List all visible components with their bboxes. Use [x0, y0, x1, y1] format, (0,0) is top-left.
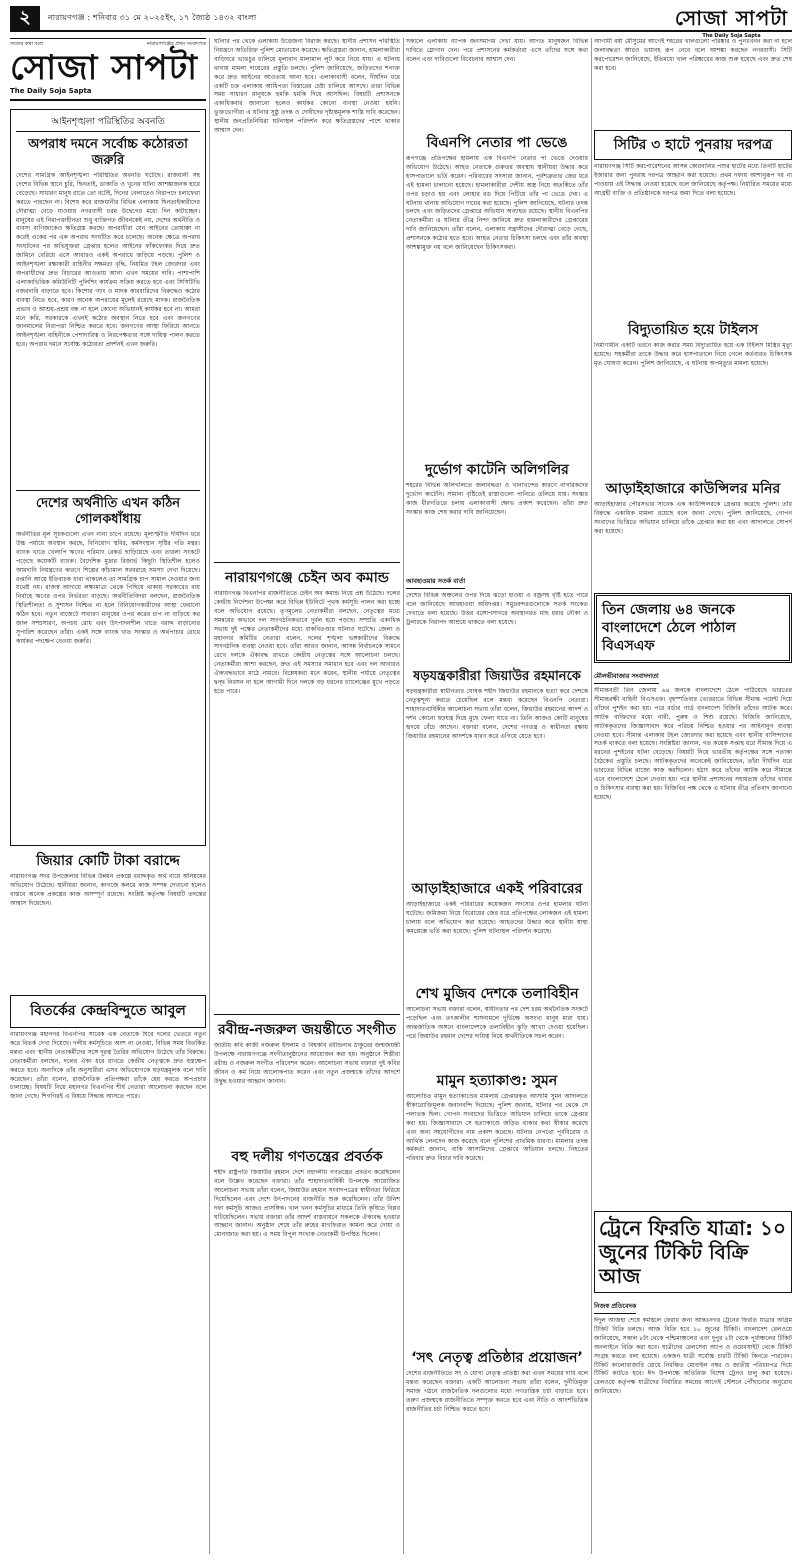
bsf-body-wrap [594, 687, 792, 1207]
city-body-wrap [594, 163, 792, 315]
header-logo-sub: The Daily Soja Sapta [702, 33, 761, 39]
bnp-body: রূপগঞ্জে প্রতিপক্ষের হামলায় এক বিএনপি নেতার পা ভেঙে দেওয়ার অভিযোগ উঠেছে। আহত নেতাকে গুরুতর অবস্থায় স্থানীয়রা উদ্ধার করে হাসপাতালে ভর্তি করেন। পরিবারের সদস্যরা জানান, পূর্বশত্রুতার জের ধরে এই হামলা চালানো হয়েছে। হামলাকারীরা দেশীয় অস্ত্র নিয়ে অতর্কিতে তাঁর ওপর চড়াও হয় এবং লোহার রড দিয়ে পিটিয়ে তাঁর পা ভেঙে দেয়। এ ঘটনায় থানায় অভিযোগ দায়ের করা হয়েছে। পুলিশ জানিয়েছে, ঘটনার তদন্ত চলছে এবং জড়িতদের গ্রেপ্তারে অভিযান অব্যাহত রয়েছে। স্থানীয় বিএনপির নেতাকর্মীরা এ ঘটনার তীব্র নিন্দা জানিয়ে দ্রুত হামলাকারীদের গ্রেপ্তারের দাবি জানিয়েছেন। তাঁরা বলেন, এলাকায় সন্ত্রাসীদের দৌরাত্ম্য বেড়ে গেছে, প্রশাসনকে কঠোর হতে হবে। আহত নেতার চিকিৎসা চলছে এবং তাঁর অবস্থা আশঙ্কামুক্ত নয় বলে জানিয়েছেন চিকিৎসকরা। [406, 155, 588, 252]
masthead-english: The Daily Soja Sapta [10, 87, 92, 95]
mujib-body-wrap [406, 1006, 588, 1066]
column-divider [209, 38, 210, 1554]
weather-kicker: আবহাওয়ার সতর্ক বার্তা [406, 576, 465, 589]
column-3 [406, 38, 588, 1554]
col4-top-body-wrap [594, 38, 792, 130]
editorial-body-wrap [16, 172, 200, 486]
train-body-wrap [594, 1317, 792, 1554]
col4-top-body: আগামী বর্ষা মৌসুমের আগেই শহরের খালগুলো পরিষ্কার ও পুনঃখনন করা না হলে জলাবদ্ধতা আরও ভয়াবহ রূপ নেবে বলে আশঙ্কা করছেন নগরবাসী। সিটি করপোরেশন জানিয়েছে, ইতিমধ্যে খাল পরিষ্কারের কাজ শুরু হয়েছে এবং দ্রুত শেষ করা হবে। [594, 38, 792, 72]
divider [214, 1014, 400, 1015]
train-body: ঈদুল আজহা শেষে কর্মস্থলে ফেরার জন্য আন্তঃনগর ট্রেনের ফিরতি যাত্রার অগ্রিম টিকিট বিক্রি চলছে। আজ বিক্রি হবে ১০ জুনের টিকিট। বাংলাদেশ রেলওয়ে জানিয়েছে, সকাল ৮টা থেকে পশ্চিমাঞ্চলের এবং দুপুর ২টা থেকে পূর্বাঞ্চলের টিকিট অনলাইনে বিক্রি করা হবে। যাত্রীদের রেলসেবা অ্যাপ ও ওয়েবসাইট থেকে টিকিট সংগ্রহ করতে বলা হয়েছে। একজন যাত্রী সর্বোচ্চ চারটি টিকিট কিনতে পারবেন। টিকিট কালোবাজারি রোধে নিবন্ধিত মোবাইল নম্বর ও জাতীয় পরিচয়পত্র দিয়ে টিকিট কাটতে হবে। ঈদ উপলক্ষে অতিরিক্ত বিশেষ ট্রেনও চালু করা হয়েছে। রেলওয়ে কর্তৃপক্ষ যাত্রীদের নির্ধারিত সময়ের আগেই স্টেশনে পৌঁছানোর অনুরোধ জানিয়েছে। [594, 1317, 792, 1396]
col3-top-body: সকালে এলাকায় ব্যাপক জনসমাগম দেখা যায়। আগত মানুষজন বিভিন্ন দাবিতে স্লোগান দেন। পরে প্রশাসনের কর্মকর্তারা এসে তাঁদের সঙ্গে কথা বলেন এবং দাবিগুলো বিবেচনার আশ্বাস দেন। [406, 38, 588, 63]
economy-body-wrap [16, 531, 200, 841]
bsf-headline-box [594, 593, 792, 663]
lanes-body-wrap [406, 482, 588, 568]
masthead-tag-left: সত্যের কথা বলে [10, 41, 44, 47]
zia-fund-body: নারায়ণগঞ্জ সদর উপজেলার বিভিন্ন উন্নয়ন প্রকল্পে বরাদ্দকৃত অর্থ ব্যয়ে অনিয়মের অভিযোগ উঠেছে। স্থানীয়রা জানান, কাগজে কলমে কাজ সম্পন্ন দেখানো হলেও বাস্তবে অনেক প্রকল্পের কাজ অসম্পূর্ণ রয়েছে। সংশ্লিষ্ট কর্তৃপক্ষ বিষয়টি তদন্তের আশ্বাস দিয়েছেন। [10, 873, 206, 907]
chain-body: নারায়ণগঞ্জ বিএনপির রাজনীতিতে চেইন অব কমান্ড নিয়ে প্রশ্ন উঠেছে। দলের কেন্দ্রীয় নির্দেশনা উপেক্ষা করে বিভিন্ন ইউনিটে পৃথক কর্মসূচি পালন করা হচ্ছে বলে অভিযোগ রয়েছে। তৃণমূলের নেতাকর্মীরা বলছেন, নেতৃত্বের মধ্যে সমন্বয়ের অভাবে দল সাংগঠনিকভাবে দুর্বল হয়ে পড়ছে। সম্প্রতি একাধিক সভায় দুই পক্ষের নেতাকর্মীদের মধ্যে বাকবিতণ্ডার ঘটনাও ঘটেছে। জেলা ও মহানগর কমিটির নেতারা বলেন, দলের শৃঙ্খলা ভঙ্গকারীদের বিরুদ্ধে সাংগঠনিক ব্যবস্থা নেওয়া হবে। তাঁরা আরও জানান, আসন্ন নির্বাচনকে সামনে রেখে দলকে ঐক্যবদ্ধ রাখতে কেন্দ্রীয় নেতৃত্বের সঙ্গে আলোচনা চলছে। নেতাকর্মীরা আশা করছেন, দ্রুত এই সমস্যার সমাধান হবে এবং দল আবারও ঐক্যবদ্ধভাবে মাঠে নামবে। বিশ্লেষকরা মনে করেন, স্থানীয় পর্যায়ে নেতৃত্বের দ্বন্দ্ব নিরসন না হলে আগামী দিনে দলকে বড় ধরনের চ্যালেঞ্জের মুখে পড়তে হতে পারে। [214, 590, 400, 695]
electrocution-headline[interactable]: বিদ্যুতায়িত হয়ে টাইলস [627, 322, 759, 338]
bsf-body: সীমান্তবর্তী তিন জেলায় ৬৪ জনকে বাংলাদেশে ঠেলে পাঠিয়েছে ভারতের সীমান্তরক্ষী বাহিনী বিএসএফ। বৃহস্পতিবার ভোররাতে বিভিন্ন সীমান্ত পয়েন্ট দিয়ে তাঁদের পুশইন করা হয়। পরে বর্ডার গার্ড বাংলাদেশ বিজিবি তাঁদের আটক করে। আটক ব্যক্তিদের মধ্যে নারী, পুরুষ ও শিশু রয়েছে। বিজিবি জানিয়েছে, আটককৃতদের জিজ্ঞাসাবাদ করে পরিচয় নিশ্চিত হওয়ার পর আইনানুগ ব্যবস্থা নেওয়া হবে। সীমান্ত এলাকায় টহল জোরদার করা হয়েছে এবং স্থানীয় বাসিন্দাদের সতর্ক থাকতে বলা হয়েছে। সংশ্লিষ্টরা জানান, গত কয়েক সপ্তাহ ধরে সীমান্ত দিয়ে এ ধরনের পুশইনের ঘটনা বেড়েছে। বিষয়টি নিয়ে ভারতীয় কর্তৃপক্ষের সঙ্গে পতাকা বৈঠকের প্রস্তুতি চলছে। আটককৃতদের অনেকেই জানিয়েছেন, তাঁরা দীর্ঘদিন ধরে ভারতের বিভিন্ন রাজ্যে কাজ করছিলেন। হঠাৎ করে তাঁদের আটক করে সীমান্তে এনে বাংলাদেশে ঠেলে দেওয়া হয়। পরে স্থানীয় প্রশাসনের সহায়তায় তাঁদের খাবার ও চিকিৎসার ব্যবস্থা করা হয়। বিজিবির পক্ষ থেকে এ ঘটনার তীব্র প্রতিবাদ জানানো হয়েছে। [594, 687, 792, 801]
councillor-body: আড়াইহাজার পৌরসভার সাবেক এক কাউন্সিলরকে গ্রেপ্তার করেছে পুলিশ। তাঁর বিরুদ্ধে একাধিক মামলা রয়েছে বলে জানা গেছে। পুলিশ জানিয়েছে, গোপন সংবাদের ভিত্তিতে অভিযান চালিয়ে তাঁকে গ্রেপ্তার করা হয় এবং আদালতে সোপর্দ করা হয়েছে। [594, 501, 792, 535]
city-tender-headline[interactable]: সিটির ৩ হাটে পুনরায় দরপত্র [613, 137, 773, 153]
honest-leadership-headline[interactable]: ‘সৎ নেতৃত্ব প্রতিষ্ঠার প্রয়োজন’ [411, 1350, 583, 1366]
masthead-name: সোজা সাপটা [10, 48, 199, 88]
col3-top-body-wrap [406, 38, 588, 128]
editorial-body: দেশের সামগ্রিক আইনশৃঙ্খলা পরিস্থিতির অবনতি ঘটেছে। রাজধানী সহ দেশের বিভিন্ন স্থানে চুরি, ছিনতাই, ডাকাতি ও খুনের ঘটনা আশঙ্কাজনক হারে বেড়েছে। সাধারণ মানুষ রাতে তো বটেই, দিনের বেলাতেও নিরাপদে চলাফেরা করতে পারছেন না। বিশেষ করে রাজধানীর বিভিন্ন এলাকায় ছিনতাইকারীদের দৌরাত্ম্য বেড়ে যাওয়ায় নগরবাসী চরম উদ্বেগের মধ্যে দিন কাটাচ্ছেন। মানুষের এই নিরাপত্তাহীনতা শুধু ব্যক্তিগত জীবনকেই নয়, দেশের অর্থনীতি ও ব্যবসা বাণিজ্যকেও ক্ষতিগ্রস্ত করছে। অপরাধীরা যেন আইনের তোয়াক্কা না করেই একের পর এক অপরাধ সংঘটিত করে চলেছে। অনেক ক্ষেত্রে অপরাধ সংঘটনের পর অভিযুক্তরা গ্রেপ্তার হলেও আইনের ফাঁকফোকর দিয়ে দ্রুত জামিনে বেরিয়ে এসে আবারও একই অপরাধে জড়িয়ে পড়ছে। পুলিশ ও আইনশৃঙ্খলা রক্ষাকারী বাহিনীর সক্ষমতা বৃদ্ধি, নিয়মিত টহল জোরদার এবং অপরাধীদের দ্রুত বিচারের আওতায় আনা এখন সময়ের দাবি। পাশাপাশি এলাকাভিত্তিক কমিউনিটি পুলিশিং কার্যক্রম সক্রিয় করতে হবে এবং সিসিটিভি নজরদারি বাড়াতে হবে। কিশোর গ্যাং ও মাদক কারবারিদের বিরুদ্ধেও কঠোর ব্যবস্থা নিতে হবে, কারণ অনেক অপরাধের মূলেই রয়েছে মাদক। রাজনৈতিক প্রভাব ও আশ্রয়-প্রশ্রয় বন্ধ না হলে কোনো অভিযানই কার্যকর হবে না। আমরা মনে করি, সরকারকে এখনই কঠোর অবস্থান নিতে হবে এবং জনগণের জানমালের নিরাপত্তা নিশ্চিত করতে হবে। জনগণের আস্থা ফিরিয়ে আনতে আইনশৃঙ্খলা বাহিনীকে পেশাদারিত্ব ও নিরপেক্ষতার সঙ্গে দায়িত্ব পালন করতে হবে। অপরাধ দমনে সর্বোচ্চ কঠোরতা প্রদর্শনই এখন জরুরি। [16, 172, 200, 349]
honest-leadership-body: দেশের রাজনীতিতে সৎ ও যোগ্য নেতৃত্ব প্রতিষ্ঠা করা এখন সময়ের দাবি বলে মন্তব্য করেছেন বক্তারা। একটি আলোচনা সভায় তাঁরা বলেন, দুর্নীতিমুক্ত সমাজ গঠনে রাজনৈতিক দলগুলোর মধ্যে গণতান্ত্রিক চর্চা বাড়াতে হবে। তরুণ প্রজন্মকে রাজনীতিতে সম্পৃক্ত করতে হবে এবং নীতি ও আদর্শভিত্তিক রাজনীতির চর্চা নিশ্চিত করতে হবে। [406, 1370, 588, 1413]
rabindra-nazrul-headline[interactable]: রবীন্দ্র-নজরুল জয়ন্তীতে সংগীত [218, 1022, 396, 1038]
bsf-headline[interactable]: তিন জেলায় ৬৪ জনকে বাংলাদেশে ঠেলে পাঠাল বিএসএফ [602, 602, 736, 654]
bnp-leader-headline[interactable]: বিএনপি নেতার পা ভেঙে [426, 135, 568, 151]
mamun-murder-headline[interactable]: মামুন হত্যাকাণ্ড: সুমন [436, 1073, 558, 1089]
train-byline: নিজস্ব প্রতিবেদক [594, 1301, 636, 1314]
column-4 [594, 38, 792, 1554]
conspirators-body: ষড়যন্ত্রকারীরা স্বাধীনতার ঘোষক শহীদ জিয়াউর রহমানকে হত্যা করে দেশকে নেতৃত্বশূন্য করতে চেয়েছিল বলে মন্তব্য করেছেন বিএনপি নেতারা। শাহাদাতবার্ষিকীর আলোচনা সভায় তাঁরা বলেন, জিয়াউর রহমানের আদর্শ ও দর্শন কোনো ষড়যন্ত্র দিয়ে মুছে ফেলা যাবে না। তিনি আজও কোটি মানুষের হৃদয়ে বেঁচে আছেন। বক্তারা বলেন, দেশের গণতন্ত্র ও স্বাধীনতা রক্ষায় জিয়াউর রহমানের আদর্শকে ধারণ করে এগিয়ে যেতে হবে। [406, 688, 588, 740]
chain-of-command-headline[interactable]: নারায়ণগঞ্জে চেইন অব কমান্ড [225, 570, 389, 586]
electrocution-body: নির্মাণাধীন একটি ভবনে কাজ করার সময় বিদ্যুতায়িত হয়ে এক টাইলস মিস্ত্রির মৃত্যু হয়েছে। সহকর্মীরা তাকে উদ্ধার করে হাসপাতালে নিয়ে গেলে কর্তব্যরত চিকিৎসক মৃত ঘোষণা করেন। পুলিশ জানিয়েছে, এ ঘটনায় অপমৃত্যুর মামলা হয়েছে। [594, 342, 792, 367]
abul-body-wrap [10, 1031, 206, 1461]
header-logo[interactable] [675, 4, 788, 39]
conspirators-headline[interactable]: ষড়যন্ত্রকারীরা জিয়াউর রহমানকে [413, 669, 581, 684]
city-box [594, 130, 792, 160]
page-header [10, 6, 792, 39]
dateline: নারায়ণগঞ্জ : শনিবার ৩১ মে ২০২৫ইং, ১৭ জ্যৈষ্ঠ ১৪৩২ বাংলা [48, 13, 257, 22]
electrocution-body-wrap [594, 342, 792, 474]
honest-leadership-body-wrap [406, 1370, 588, 1480]
araihazar-body: আড়াইহাজারে একই পরিবারের কয়েকজন সদস্যের ওপর হামলার ঘটনা ঘটেছে। জমিজমা নিয়ে বিরোধের জের ধরে প্রতিপক্ষের লোকজন এই হামলা চালায় বলে অভিযোগ করা হয়েছে। আহতদের উদ্ধার করে স্থানীয় স্বাস্থ্য কমপ্লেক্সে ভর্তি করা হয়েছে। পুলিশ ঘটনাস্থল পরিদর্শন করেছে। [406, 901, 588, 935]
column-divider [591, 38, 592, 1554]
col2-top-body: ঘটনার পর থেকে এলাকায় উত্তেজনা বিরাজ করছে। স্থানীয় প্রশাসন পরিস্থিতি নিয়ন্ত্রণে অতিরিক্ত পুলিশ মোতায়েন করেছে। ক্ষতিগ্রস্তরা জানান, হামলাকারীরা বাড়িঘরে ভাঙচুর চালিয়ে মূল্যবান মালামাল লুট করে নিয়ে যায়। এ ঘটনায় থানায় মামলা দায়েরের প্রস্তুতি চলছে। পুলিশ জানিয়েছে, জড়িতদের শনাক্ত করে দ্রুত আইনের আওতায় আনা হবে। এলাকাবাসী বলেন, দীর্ঘদিন ধরে একটি চক্র এলাকায় আধিপত্য বিস্তারের চেষ্টা চালিয়ে আসছে। তারা বিভিন্ন সময় সাধারণ মানুষকে হুমকি ধমকি দিয়ে আসছিল। বিষয়টি প্রশাসনকে একাধিকবার জানানো হলেও কার্যকর কোনো ব্যবস্থা নেওয়া হয়নি। ভুক্তভোগীরা এ ঘটনার সুষ্ঠু তদন্ত ও দোষীদের দৃষ্টান্তমূলক শাস্তি দাবি করেছেন। স্থানীয় জনপ্রতিনিধিরা ঘটনাস্থল পরিদর্শন করে ক্ষতিগ্রস্তদের পাশে থাকার আশ্বাস দেন। [214, 38, 400, 135]
divider [16, 490, 200, 491]
bnp-body-wrap [406, 155, 588, 455]
conspirators-body-wrap [406, 688, 588, 874]
abul-box [10, 995, 206, 1028]
column-divider [403, 38, 404, 1554]
mujib-body: আলোচনা সভায় বক্তারা বলেন, স্বাধীনতার পর দেশ চরম অর্থনৈতিক সংকটে পড়েছিল এবং তৎকালীন শাসনামলে দুর্ভিক্ষে অসংখ্য মানুষ মারা যায়। আন্তর্জাতিক অঙ্গনে বাংলাদেশকে তলাবিহীন ঝুড়ি আখ্যা দেওয়া হয়েছিল। পরে জিয়াউর রহমান দেশের দায়িত্ব নিয়ে অর্থনীতিকে সচল করেন। [406, 1006, 588, 1040]
zia-fund-body-wrap [10, 873, 206, 991]
councillor-headline[interactable]: আড়াইহাজারে কাউন্সিলর মনির [605, 481, 781, 497]
weather-body-wrap [406, 592, 588, 664]
column-2 [214, 38, 400, 1554]
multiparty-body: শহীদ রাষ্ট্রপতি জিয়াউর রহমান দেশে বহুদলীয় গণতন্ত্রের প্রবর্তন করেছিলেন বলে উল্লেখ করেছেন বক্তারা। তাঁর শাহাদাতবার্ষিকী উপলক্ষে আয়োজিত আলোচনা সভায় তাঁরা বলেন, জিয়াউর রহমান সংবাদপত্রের স্বাধীনতা ফিরিয়ে দিয়েছিলেন এবং দেশে উৎপাদনের রাজনীতি শুরু করেছিলেন। তাঁর উনিশ দফা কর্মসূচি আজও প্রাসঙ্গিক। খাল খনন কর্মসূচির মাধ্যমে তিনি কৃষিতে বিপ্লব ঘটিয়েছিলেন। সভায় বক্তারা তাঁর আদর্শ বাস্তবায়নে সকলকে ঐক্যবদ্ধ হওয়ার আহ্বান জানান। অনুষ্ঠান শেষে তাঁর রুহের মাগফিরাত কামনা করে দোয়া ও মোনাজাত করা হয়। এ সময় বিপুল সংখ্যক নেতাকর্মী উপস্থিত ছিলেন। [214, 1169, 400, 1239]
chain-body-wrap [214, 590, 400, 1010]
multiparty-body-wrap [214, 1169, 400, 1554]
rabindra-body: জাতীয় কবি কাজী নজরুল ইসলাম ও বিশ্বকবি রবীন্দ্রনাথ ঠাকুরের জন্মজয়ন্তী উপলক্ষে নারায়ণগঞ্জে সংগীতানুষ্ঠানের আয়োজন করা হয়। অনুষ্ঠানে শিল্পীরা রবীন্দ্র ও নজরুল সংগীত পরিবেশন করেন। আলোচনা সভায় বক্তারা দুই কবির জীবন ও কর্ম নিয়ে আলোকপাত করেন এবং নতুন প্রজন্মকে তাঁদের আদর্শে উদ্বুদ্ধ হওয়ার আহ্বান জানান। [214, 1042, 400, 1085]
mamun-body: আলোচিত মামুন হত্যাকাণ্ডের মামলায় গ্রেপ্তারকৃত আসামি সুমন আদালতে স্বীকারোক্তিমূলক জবানবন্দি দিয়েছে। পুলিশ জানায়, ঘটনার পর থেকে সে পলাতক ছিল। গোপন সংবাদের ভিত্তিতে অভিযান চালিয়ে তাকে গ্রেপ্তার করা হয়। জিজ্ঞাসাবাদে সে হত্যাকাণ্ডে জড়িত থাকার কথা স্বীকার করেছে এবং অন্য সহযোগীদের নাম প্রকাশ করেছে। ঘটনার নেপথ্যে পূর্ববিরোধ ও আর্থিক লেনদেন কাজ করেছে বলে পুলিশের প্রাথমিক ধারণা। মামলার তদন্ত কর্মকর্তা জানান, বাকি আসামিদের গ্রেপ্তারে অভিযান চলছে। নিহতের পরিবার দ্রুত বিচার দাবি করেছে। [406, 1093, 588, 1163]
bsf-byline: মৌলভীবাজার সংবাদদাতা [594, 671, 659, 684]
mujib-headline[interactable]: শেখ মুজিব দেশকে তলাবিহীন [415, 986, 579, 1002]
city-body: নারায়ণগঞ্জ সিটি করপোরেশনের আসন্ন কোরবানির পশুর হাটের মধ্যে তিনটি হাটের ইজারার জন্য পুনরায় দরপত্র আহ্বান করা হয়েছে। প্রথম দফায় আশানুরূপ দর না পাওয়ায় এই সিদ্ধান্ত নেওয়া হয়েছে বলে জানিয়েছে কর্তৃপক্ষ। নির্ধারিত সময়ের মধ্যে আগ্রহী ব্যক্তি ও প্রতিষ্ঠানকে দরপত্র জমা দিতে বলা হয়েছে। [594, 163, 792, 197]
editorial-kicker: আইনশৃঙ্খলা পরিস্থিতির অবনতি [16, 114, 200, 132]
divider [214, 562, 400, 563]
economy-body: অর্থনীতির মূল সূচকগুলো এখন নানা চাপে রয়েছে। মূল্যস্ফীতি দীর্ঘদিন ধরে উচ্চ পর্যায়ে অবস্থান করছে, বিনিয়োগ স্থবির, কর্মসংস্থান সৃষ্টির গতি মন্থর। ব্যাংক খাতে খেলাপি ঋণের পরিমাণ রেকর্ড ছাড়িয়েছে এবং তারল্য সংকটে পড়েছে কয়েকটি ব্যাংক। বৈদেশিক মুদ্রার রিজার্ভ কিছুটা স্থিতিশীল হলেও আমদানি নিয়ন্ত্রণের কারণে শিল্পের কাঁচামাল সরবরাহে সমস্যা দেখা দিয়েছে। রপ্তানি আয়ে ইতিবাচক ধারা থাকলেও তা সামগ্রিক চাপ সামাল দেওয়ার জন্য যথেষ্ট নয়। রাজস্ব আদায়ে লক্ষ্যমাত্রা থেকে পিছিয়ে থাকায় সরকারের ব্যয় নির্বাহে ঋণের ওপর নির্ভরতা বাড়ছে। অর্থনীতিবিদরা বলছেন, রাজনৈতিক স্থিতিশীলতা ও সুশাসন নিশ্চিত না হলে বিনিয়োগকারীদের আস্থা ফেরানো কঠিন হবে। নতুন বাজেটে সাধারণ মানুষের ওপর করের চাপ না বাড়িয়ে কর জাল সম্প্রসারণ, অপচয় রোধ এবং উৎপাদনশীল খাতে বরাদ্দ বাড়ানোর সুপারিশ করেছেন তাঁরা। একই সঙ্গে ব্যাংক খাত সংস্কার ও অর্থপাচার রোধে কার্যকর পদক্ষেপ নেওয়া জরুরি। [16, 531, 200, 645]
zia-fund-headline[interactable]: জিয়ার কোটি টাকা বরাদ্দে [36, 853, 180, 869]
abul-body: নারায়ণগঞ্জ মহানগর বিএনপির সাবেক এক নেতাকে ঘিরে দলের ভেতরে নতুন করে বিতর্ক দেখা দিয়েছে। দলীয় কর্মসূচিতে অংশ না নেওয়া, বিভিন্ন সময় বিতর্কিত মন্তব্য এবং স্থানীয় নেতাকর্মীদের সঙ্গে দূরত্ব তৈরির অভিযোগ উঠেছে তাঁর বিরুদ্ধে। নেতাকর্মীরা বলছেন, দলের ঐক্য ধরে রাখতে কেন্দ্রীয় নেতৃত্বকে দ্রুত হস্তক্ষেপ করতে হবে। অন্যদিকে তাঁর অনুসারীরা এসব অভিযোগকে ষড়যন্ত্রমূলক বলে দাবি করেছেন। তাঁরা বলেন, রাজনৈতিক প্রতিপক্ষরা তাঁকে হেয় করতে অপপ্রচার চালাচ্ছে। বিষয়টি নিয়ে মহানগর বিএনপির শীর্ষ নেতারা আলোচনা করছেন বলে জানা গেছে। শিগগিরই এ বিষয়ে সিদ্ধান্ত আসতে পারে। [10, 1031, 206, 1101]
rabindra-body-wrap [214, 1042, 400, 1142]
multiparty-headline[interactable]: বহু দলীয় গণতন্ত্রের প্রবর্তক [231, 1149, 383, 1165]
editorial-headline[interactable]: অপরাধ দমনে সর্বোচ্চ কঠোরতা জরুরি [28, 137, 188, 168]
masthead-tag-right: নারায়ণগঞ্জের প্রথম সংবাদপত্র [146, 41, 206, 47]
councillor-body-wrap [594, 501, 792, 589]
masthead [10, 38, 206, 101]
editorial-box [10, 109, 206, 846]
mamun-body-wrap [406, 1093, 588, 1343]
araihazar-body-wrap [406, 901, 588, 979]
train-headline[interactable]: ট্রেনে ফিরতি যাত্রা: ১০ জুনের টিকিট বিক্রি আজ [599, 1216, 787, 1288]
araihazar-family-headline[interactable]: আড়াইহাজারে একই পরিবারের [411, 881, 583, 897]
weather-body: দেশের বিভিন্ন অঞ্চলের ওপর দিয়ে ঝড়ো হাওয়া ও বজ্রসহ বৃষ্টি হতে পারে বলে জানিয়েছে আবহাওয়া অধিদপ্তর। সমুদ্রবন্দরগুলোকে সতর্ক সংকেত দেখাতে বলা হয়েছে। উত্তর বঙ্গোপসাগরে অবস্থানরত মাছ ধরার নৌকা ও ট্রলারকে নিরাপদ আশ্রয়ে থাকতে বলা হয়েছে। [406, 592, 588, 626]
abul-headline[interactable]: বিতর্কের কেন্দ্রবিন্দুতে আবুল [30, 1003, 186, 1019]
column-1 [10, 38, 206, 1554]
page-number: ২ [10, 6, 40, 30]
train-headline-box [594, 1211, 792, 1293]
col2-top-body-wrap [214, 38, 400, 558]
economy-headline[interactable]: দেশের অর্থনীতি এখন কঠিন গোলকধাঁধায় [35, 496, 181, 527]
lanes-headline[interactable]: দুর্ভোগ কাটেনি অলিগলির [425, 462, 569, 478]
lanes-body: শহরের বিভিন্ন অলিগলিতে জলাবদ্ধতা ও খানাখন্দের কারণে নাগরিকদের দুর্ভোগ কাটেনি। সামান্য বৃষ্টিতেই রাস্তাগুলো পানিতে তলিয়ে যায়। সংস্কার কাজ ধীরগতিতে চলায় এলাকাবাসী ক্ষোভ প্রকাশ করেছেন। তাঁরা দ্রুত সংস্কার কাজ শেষ করার দাবি জানিয়েছেন। [406, 482, 588, 516]
header-logo-text: সোজা সাপটা [674, 6, 788, 30]
